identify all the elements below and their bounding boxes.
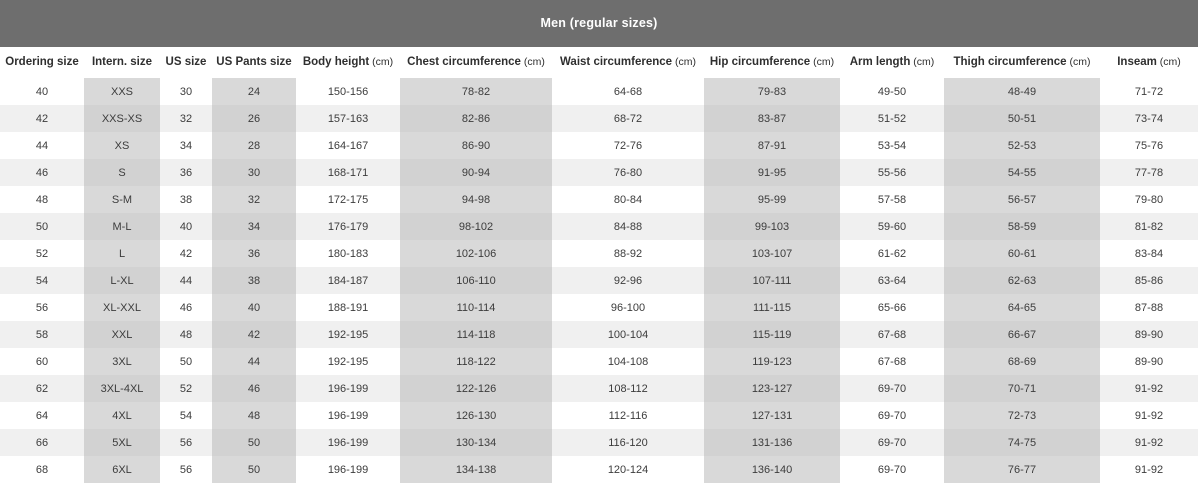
table-cell: 6XL bbox=[84, 456, 160, 483]
table-cell: 51-52 bbox=[840, 105, 944, 132]
table-row bbox=[0, 294, 1198, 321]
column-header bbox=[840, 47, 944, 78]
table-cell: 92-96 bbox=[552, 267, 704, 294]
table-cell: 53-54 bbox=[840, 132, 944, 159]
column-header-unit: (cm) bbox=[810, 56, 835, 68]
table-row bbox=[0, 267, 1198, 294]
table-cell: 64-65 bbox=[944, 294, 1100, 321]
table-cell: 103-107 bbox=[704, 240, 840, 267]
table-cell: 96-100 bbox=[552, 294, 704, 321]
table-cell: 134-138 bbox=[400, 456, 552, 483]
table-cell: 55-56 bbox=[840, 159, 944, 186]
table-cell: 49-50 bbox=[840, 78, 944, 105]
table-cell: 40 bbox=[160, 213, 212, 240]
column-header bbox=[0, 47, 84, 78]
table-cell: 130-134 bbox=[400, 429, 552, 456]
table-cell: 64 bbox=[0, 402, 84, 429]
table-cell: 69-70 bbox=[840, 402, 944, 429]
table-cell: 62 bbox=[0, 375, 84, 402]
table-cell: 150-156 bbox=[296, 78, 400, 105]
table-cell: 196-199 bbox=[296, 456, 400, 483]
column-header-label: Chest circumference bbox=[407, 56, 521, 68]
table-cell: 94-98 bbox=[400, 186, 552, 213]
header-row bbox=[0, 47, 1198, 78]
table-cell: 84-88 bbox=[552, 213, 704, 240]
column-header bbox=[552, 47, 704, 78]
table-cell: 44 bbox=[212, 348, 296, 375]
table-cell: 83-87 bbox=[704, 105, 840, 132]
column-header-label: Thigh circumference bbox=[953, 56, 1067, 68]
table-row bbox=[0, 375, 1198, 402]
table-cell: 58-59 bbox=[944, 213, 1100, 240]
table-cell: 69-70 bbox=[840, 375, 944, 402]
column-header-label: Inseam bbox=[1117, 56, 1157, 68]
column-header bbox=[944, 47, 1100, 78]
table-cell: 42 bbox=[160, 240, 212, 267]
table-cell: 91-95 bbox=[704, 159, 840, 186]
table-cell: 36 bbox=[160, 159, 212, 186]
table-cell: 91-92 bbox=[1100, 429, 1198, 456]
table-cell: 40 bbox=[212, 294, 296, 321]
table-cell: 90-94 bbox=[400, 159, 552, 186]
table-cell: 72-73 bbox=[944, 402, 1100, 429]
column-header bbox=[84, 47, 160, 78]
column-header-label: US size bbox=[165, 56, 207, 68]
table-cell: 71-72 bbox=[1100, 78, 1198, 105]
table-cell: 70-71 bbox=[944, 375, 1100, 402]
table-cell: XXS-XS bbox=[84, 105, 160, 132]
table-cell: 36 bbox=[212, 240, 296, 267]
table-cell: 104-108 bbox=[552, 348, 704, 375]
table-cell: 86-90 bbox=[400, 132, 552, 159]
column-header-label: Arm length bbox=[849, 56, 911, 68]
table-cell: 168-171 bbox=[296, 159, 400, 186]
table-cell: 52-53 bbox=[944, 132, 1100, 159]
table-cell: 112-116 bbox=[552, 402, 704, 429]
table-cell: 68-72 bbox=[552, 105, 704, 132]
column-header-label: Hip circumference bbox=[709, 56, 811, 68]
table-cell: 120-124 bbox=[552, 456, 704, 483]
table-cell: 69-70 bbox=[840, 456, 944, 483]
table-cell: 102-106 bbox=[400, 240, 552, 267]
table-cell: 44 bbox=[160, 267, 212, 294]
table-cell: 72-76 bbox=[552, 132, 704, 159]
table-row bbox=[0, 240, 1198, 267]
table-cell: 85-86 bbox=[1100, 267, 1198, 294]
table-cell: 80-84 bbox=[552, 186, 704, 213]
table-cell: 81-82 bbox=[1100, 213, 1198, 240]
table-cell: 164-167 bbox=[296, 132, 400, 159]
table-cell: 184-187 bbox=[296, 267, 400, 294]
column-header-unit: (cm) bbox=[910, 56, 935, 68]
table-cell: 66 bbox=[0, 429, 84, 456]
column-header-unit: (cm) bbox=[1156, 56, 1181, 68]
table-cell: 67-68 bbox=[840, 348, 944, 375]
column-header-label: Intern. size bbox=[91, 56, 153, 68]
table-cell: 82-86 bbox=[400, 105, 552, 132]
table-cell: S bbox=[84, 159, 160, 186]
table-cell: 126-130 bbox=[400, 402, 552, 429]
table-cell: 122-126 bbox=[400, 375, 552, 402]
table-cell: 176-179 bbox=[296, 213, 400, 240]
table-cell: 48 bbox=[160, 321, 212, 348]
table-cell: 38 bbox=[160, 186, 212, 213]
table-cell: 136-140 bbox=[704, 456, 840, 483]
table-cell: 78-82 bbox=[400, 78, 552, 105]
table-cell: 62-63 bbox=[944, 267, 1100, 294]
table-cell: 58 bbox=[0, 321, 84, 348]
table-cell: 48-49 bbox=[944, 78, 1100, 105]
table-cell: 108-112 bbox=[552, 375, 704, 402]
table-cell: 91-92 bbox=[1100, 456, 1198, 483]
table-cell: 32 bbox=[160, 105, 212, 132]
table-cell: 50 bbox=[212, 456, 296, 483]
table-cell: 60 bbox=[0, 348, 84, 375]
table-cell: 3XL bbox=[84, 348, 160, 375]
table-cell: 67-68 bbox=[840, 321, 944, 348]
table-cell: L-XL bbox=[84, 267, 160, 294]
table-cell: 40 bbox=[0, 78, 84, 105]
column-header bbox=[400, 47, 552, 78]
table-cell: 66-67 bbox=[944, 321, 1100, 348]
table-cell: 79-80 bbox=[1100, 186, 1198, 213]
table-cell: 89-90 bbox=[1100, 348, 1198, 375]
table-cell: 79-83 bbox=[704, 78, 840, 105]
table-cell: 54 bbox=[0, 267, 84, 294]
column-header bbox=[296, 47, 400, 78]
column-header bbox=[160, 47, 212, 78]
table-cell: 38 bbox=[212, 267, 296, 294]
column-header bbox=[1100, 47, 1198, 78]
table-cell: 65-66 bbox=[840, 294, 944, 321]
table-cell: 42 bbox=[0, 105, 84, 132]
table-row bbox=[0, 456, 1198, 483]
table-cell: 192-195 bbox=[296, 321, 400, 348]
table-cell: 26 bbox=[212, 105, 296, 132]
table-cell: 34 bbox=[212, 213, 296, 240]
table-cell: 123-127 bbox=[704, 375, 840, 402]
table-cell: 172-175 bbox=[296, 186, 400, 213]
table-cell: 180-183 bbox=[296, 240, 400, 267]
table-cell: 188-191 bbox=[296, 294, 400, 321]
table-cell: 74-75 bbox=[944, 429, 1100, 456]
table-row bbox=[0, 321, 1198, 348]
table-row bbox=[0, 429, 1198, 456]
table-cell: 87-91 bbox=[704, 132, 840, 159]
column-header-label: Ordering size bbox=[5, 56, 79, 68]
table-cell: 73-74 bbox=[1100, 105, 1198, 132]
table-cell: 91-92 bbox=[1100, 375, 1198, 402]
table-cell: 30 bbox=[212, 159, 296, 186]
table-cell: 46 bbox=[160, 294, 212, 321]
table-cell: 76-80 bbox=[552, 159, 704, 186]
size-table bbox=[0, 47, 1198, 483]
table-cell: 50-51 bbox=[944, 105, 1100, 132]
table-cell: S-M bbox=[84, 186, 160, 213]
table-cell: 75-76 bbox=[1100, 132, 1198, 159]
table-cell: 100-104 bbox=[552, 321, 704, 348]
table-row bbox=[0, 105, 1198, 132]
column-header-label: US Pants size bbox=[216, 56, 292, 68]
table-cell: 59-60 bbox=[840, 213, 944, 240]
column-header-unit: (cm) bbox=[672, 56, 696, 68]
table-cell: 127-131 bbox=[704, 402, 840, 429]
table-cell: M-L bbox=[84, 213, 160, 240]
table-cell: 50 bbox=[160, 348, 212, 375]
table-cell: 111-115 bbox=[704, 294, 840, 321]
table-cell: 54-55 bbox=[944, 159, 1100, 186]
table-cell: XS bbox=[84, 132, 160, 159]
table-row bbox=[0, 186, 1198, 213]
table-cell: 46 bbox=[212, 375, 296, 402]
table-cell: 68 bbox=[0, 456, 84, 483]
column-header bbox=[212, 47, 296, 78]
table-cell: 95-99 bbox=[704, 186, 840, 213]
table-cell: 196-199 bbox=[296, 429, 400, 456]
table-cell: 56 bbox=[160, 429, 212, 456]
table-cell: 46 bbox=[0, 159, 84, 186]
column-header-label: Body height bbox=[302, 56, 370, 68]
table-cell: 91-92 bbox=[1100, 402, 1198, 429]
column-header-unit: (cm) bbox=[520, 56, 545, 68]
table-cell: 118-122 bbox=[400, 348, 552, 375]
table-cell: 52 bbox=[0, 240, 84, 267]
table-cell: 34 bbox=[160, 132, 212, 159]
table-cell: 110-114 bbox=[400, 294, 552, 321]
table-cell: 196-199 bbox=[296, 375, 400, 402]
table-cell: 44 bbox=[0, 132, 84, 159]
table-cell: 50 bbox=[0, 213, 84, 240]
table-row bbox=[0, 78, 1198, 105]
table-body bbox=[0, 78, 1198, 483]
table-row bbox=[0, 348, 1198, 375]
table-cell: 116-120 bbox=[552, 429, 704, 456]
table-row bbox=[0, 402, 1198, 429]
table-cell: 42 bbox=[212, 321, 296, 348]
table-cell: 89-90 bbox=[1100, 321, 1198, 348]
table-cell: 107-111 bbox=[704, 267, 840, 294]
column-header-unit: (cm) bbox=[1066, 56, 1091, 68]
column-header-label: Waist circumference bbox=[560, 56, 673, 68]
table-cell: 50 bbox=[212, 429, 296, 456]
table-cell: 76-77 bbox=[944, 456, 1100, 483]
table-cell: 28 bbox=[212, 132, 296, 159]
table-cell: 115-119 bbox=[704, 321, 840, 348]
table-cell: 114-118 bbox=[400, 321, 552, 348]
table-cell: 63-64 bbox=[840, 267, 944, 294]
table-cell: 60-61 bbox=[944, 240, 1100, 267]
table-cell: 4XL bbox=[84, 402, 160, 429]
table-header bbox=[0, 47, 1198, 78]
table-cell: 68-69 bbox=[944, 348, 1100, 375]
table-cell: 196-199 bbox=[296, 402, 400, 429]
table-cell: L bbox=[84, 240, 160, 267]
table-cell: 48 bbox=[0, 186, 84, 213]
column-header-unit: (cm) bbox=[369, 56, 394, 68]
column-header bbox=[704, 47, 840, 78]
table-cell: 54 bbox=[160, 402, 212, 429]
table-cell: 61-62 bbox=[840, 240, 944, 267]
table-cell: 87-88 bbox=[1100, 294, 1198, 321]
table-row bbox=[0, 159, 1198, 186]
table-cell: 83-84 bbox=[1100, 240, 1198, 267]
table-cell: 192-195 bbox=[296, 348, 400, 375]
table-row bbox=[0, 213, 1198, 240]
table-cell: 32 bbox=[212, 186, 296, 213]
table-cell: 64-68 bbox=[552, 78, 704, 105]
table-cell: 99-103 bbox=[704, 213, 840, 240]
table-cell: XXS bbox=[84, 78, 160, 105]
table-cell: 24 bbox=[212, 78, 296, 105]
table-cell: 52 bbox=[160, 375, 212, 402]
table-cell: 131-136 bbox=[704, 429, 840, 456]
table-cell: 56 bbox=[0, 294, 84, 321]
table-cell: 98-102 bbox=[400, 213, 552, 240]
table-cell: 157-163 bbox=[296, 105, 400, 132]
table-title: Men (regular sizes) bbox=[0, 0, 1198, 47]
table-cell: 3XL-4XL bbox=[84, 375, 160, 402]
table-cell: 88-92 bbox=[552, 240, 704, 267]
table-cell: 30 bbox=[160, 78, 212, 105]
table-cell: 5XL bbox=[84, 429, 160, 456]
table-cell: 56 bbox=[160, 456, 212, 483]
table-cell: 119-123 bbox=[704, 348, 840, 375]
table-cell: 106-110 bbox=[400, 267, 552, 294]
table-cell: 56-57 bbox=[944, 186, 1100, 213]
table-cell: 69-70 bbox=[840, 429, 944, 456]
table-cell: XL-XXL bbox=[84, 294, 160, 321]
table-row bbox=[0, 132, 1198, 159]
table-cell: 77-78 bbox=[1100, 159, 1198, 186]
table-cell: 48 bbox=[212, 402, 296, 429]
table-cell: 57-58 bbox=[840, 186, 944, 213]
table-cell: XXL bbox=[84, 321, 160, 348]
